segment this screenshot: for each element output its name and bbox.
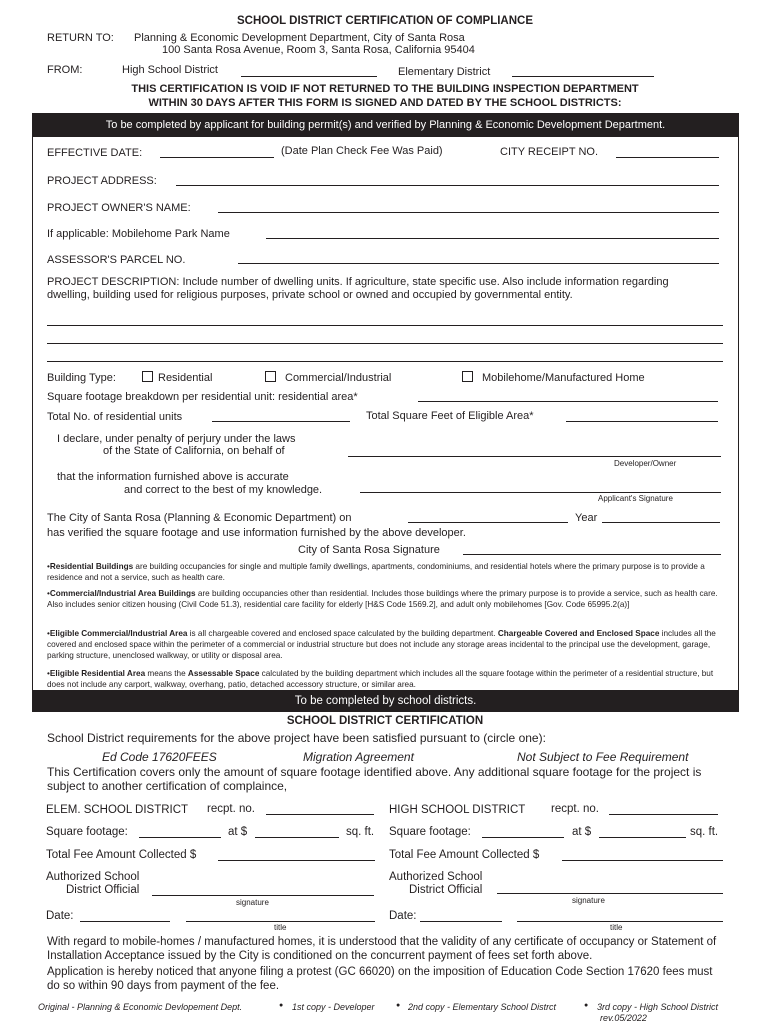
hs-total-fee-label: Total Fee Amount Collected $ bbox=[389, 849, 540, 861]
note-text2: includes all the covered and enclosed space within the perimeter of a commercial or industrial structure but does not include any storage areas incidental to the principal use the development, garage, parking structure, unenclosed walkway, or utility or disposal area. bbox=[47, 629, 716, 660]
plan-check-label: (Date Plan Check Fee Was Paid) bbox=[281, 145, 443, 157]
elem-signature-input[interactable] bbox=[152, 895, 374, 896]
footer-copy3: 3rd copy - High School District bbox=[597, 1002, 719, 1012]
protest-note: Application is hereby noticed that anyone filing a protest (GC 66020) on the imposition of Education Code Section 17620 fees must do so within 90 days from payment of the fee. bbox=[47, 966, 713, 992]
total-units-label: Total No. of residential units bbox=[47, 411, 183, 423]
note-eligible-residential: •Eligible Residential Area means the Assessable Space calculated by the building department which includes all the square footage within the perimeter of a residential structure, but does not include any carport, walkway, overhang, patio, detached accessory structure, or similar area. bbox=[47, 669, 714, 689]
from-hs-label: High School District bbox=[122, 64, 218, 76]
hs-title-input[interactable] bbox=[517, 921, 723, 922]
void-line1: THIS CERTIFICATION IS VOID IF NOT RETURNED TO THE BUILDING INSPECTION DEPARTMENT bbox=[131, 83, 639, 95]
note-text: means the bbox=[145, 669, 188, 678]
footer-bullet-3: ● bbox=[584, 1002, 589, 1009]
residential-checkbox[interactable] bbox=[142, 371, 153, 382]
elem-recpt-label: recpt. no. bbox=[207, 803, 255, 815]
year-label: Year bbox=[575, 512, 598, 524]
hs-signature-input[interactable] bbox=[497, 893, 723, 894]
city-signature-label: City of Santa Rosa Signature bbox=[298, 544, 440, 556]
return-to-line1: Planning & Economic Development Department, City of Santa Rosa bbox=[134, 32, 465, 44]
effective-date-label: EFFECTIVE DATE: bbox=[47, 147, 143, 159]
total-sqft-input[interactable] bbox=[566, 421, 718, 422]
hs-recpt-label: recpt. no. bbox=[551, 803, 599, 815]
note-term2: Assessable Space bbox=[187, 669, 260, 678]
note-term: Eligible Commercial/Industrial Area bbox=[49, 629, 188, 638]
note-text: is all chargeable covered and enclosed space calculated by the building department. bbox=[187, 629, 498, 638]
parcel-no-label: ASSESSOR'S PARCEL NO. bbox=[47, 254, 186, 266]
mobilehome-note: With regard to mobile-homes / manufactured homes, it is understood that the validity of any certificate of occupancy or Statement of Installation Acceptance issued by the City is conditioned on the concurrent payment of fees set forth above. bbox=[47, 936, 717, 962]
note-term: Commercial/Industrial Area Buildings bbox=[49, 589, 196, 598]
requirements-text: School District requirements for the above project have been satisfied pursuant to (circle one): bbox=[47, 731, 546, 745]
hs-total-fee-input[interactable] bbox=[562, 860, 723, 861]
info-line2: and correct to the best of my knowledge. bbox=[124, 484, 323, 496]
city-date-input[interactable] bbox=[408, 522, 568, 523]
frame-right bbox=[738, 137, 739, 690]
elem-date-input[interactable] bbox=[80, 921, 170, 922]
receipt-input[interactable] bbox=[616, 157, 719, 158]
project-description-label: PROJECT DESCRIPTION: Include number of dwelling units. If agriculture, state specific use. Also include information regarding dwelling, building used for religious purposes, private school or owned and occupied by governmental entity. bbox=[47, 276, 669, 301]
footer-rev: rev.05/2022 bbox=[600, 1013, 647, 1023]
description-line-3[interactable] bbox=[47, 361, 723, 362]
footer-copy1: 1st copy - Developer bbox=[292, 1002, 375, 1012]
elem-authorized-line2: District Official bbox=[66, 884, 140, 896]
note-text: are building occupancies for single and multiple family dwellings, apartments, condominiums, and residential hotels where the primary purpose is to provide a residence and not a service, such as health care. bbox=[47, 562, 705, 582]
footer-original: Original - Planning & Economic Devlopement Dept. bbox=[38, 1002, 243, 1012]
hs-authorized-line2: District Official bbox=[409, 884, 483, 896]
note-eligible-commercial: •Eligible Commercial/Industrial Area is all chargeable covered and enclosed space calculated by the building department. Chargeable Covered and Enclosed Space includes all the covered and enclosed space within the perimeter of a commercial or industrial structure but does not include any storage areas incidental to the principal use the development, garage, parking structure, unenclosed walkway, or utility or disposal area. bbox=[47, 629, 716, 660]
hs-at-label: at $ bbox=[572, 826, 592, 838]
project-address-input[interactable] bbox=[176, 185, 719, 186]
info-line1: that the information furnished above is accurate bbox=[57, 471, 289, 483]
hs-date-input[interactable] bbox=[420, 921, 502, 922]
elem-recpt-input[interactable] bbox=[266, 814, 374, 815]
hs-date-label: Date: bbox=[389, 910, 417, 922]
description-line-1[interactable] bbox=[47, 325, 723, 326]
note-text2: calculated by the building department which includes all the square footage within the perimeter of a residential structure, but does not include any carport, walkway, overhang, patio, detached accessory structure, or similar area. bbox=[47, 669, 714, 689]
verified-label: has verified the square footage and use information furnished by the above developer. bbox=[47, 527, 466, 539]
elem-authorized-line1: Authorized School bbox=[46, 871, 140, 883]
option-not-subject[interactable]: Not Subject to Fee Requirement bbox=[517, 750, 689, 764]
note-text: are building occupancies other than residential. Includes those buildings where the primary purpose is to provide a service, such as health care. Also includes senior citizen housing (Civil Code 51.3), residential care facility for elderly [H&S Code 1569.2], and adult only mobilehomes [Gov. Code 65995.2(a)] bbox=[47, 589, 718, 609]
sqft-breakdown-label: Square footage breakdown per residential unit: residential area* bbox=[47, 391, 358, 403]
from-elem-label: Elementary District bbox=[398, 66, 491, 78]
return-to-label: RETURN TO: bbox=[47, 32, 114, 44]
hs-rate-input[interactable] bbox=[599, 837, 686, 838]
year-input[interactable] bbox=[602, 522, 720, 523]
commercial-label: Commercial/Industrial bbox=[285, 372, 392, 384]
hs-authorized-line1: Authorized School bbox=[389, 871, 483, 883]
form-title: SCHOOL DISTRICT CERTIFICATION OF COMPLIANCE bbox=[236, 15, 533, 27]
description-line-2[interactable] bbox=[47, 343, 723, 344]
school-section-bar: To be completed by school districts. bbox=[32, 690, 739, 712]
commercial-checkbox[interactable] bbox=[265, 371, 276, 382]
hs-district-label: HIGH SCHOOL DISTRICT bbox=[389, 804, 526, 816]
elem-district-label: ELEM. SCHOOL DISTRICT bbox=[46, 804, 189, 816]
developer-owner-caption: Developer/Owner bbox=[614, 459, 677, 468]
applicant-signature-caption: Applicant's Signature bbox=[598, 494, 673, 503]
project-address-label: PROJECT ADDRESS: bbox=[47, 175, 157, 187]
developer-owner-input[interactable] bbox=[348, 456, 721, 457]
void-line2: WITHIN 30 DAYS AFTER THIS FORM IS SIGNED AND DATED BY THE SCHOOL DISTRICTS: bbox=[148, 97, 622, 109]
declare-line1: I declare, under penalty of perjury under the laws bbox=[57, 433, 296, 445]
from-elem-input[interactable] bbox=[512, 76, 654, 77]
elem-at-label: at $ bbox=[228, 826, 248, 838]
elem-title-caption: title bbox=[274, 923, 287, 932]
option-migration[interactable]: Migration Agreement bbox=[303, 750, 414, 764]
footer-copy2: 2nd copy - Elementary School Distrct bbox=[408, 1002, 557, 1012]
frame-left bbox=[32, 137, 33, 690]
mobilehome-checkbox[interactable] bbox=[462, 371, 473, 382]
hs-sqft-unit: sq. ft. bbox=[690, 826, 719, 838]
elem-title-input[interactable] bbox=[186, 921, 375, 922]
covers-text: This Certification covers only the amount of square footage identified above. Any additional square footage for the project is subject to another certification of complaince, bbox=[47, 765, 702, 793]
elem-signature-caption: signature bbox=[236, 898, 269, 907]
note-residential: •Residential Buildings are building occupancies for single and multiple family dwellings, apartments, condominiums, and residential hotels where the primary purpose is to provide a residence and not a service, such as health care. bbox=[47, 562, 705, 582]
school-cert-title: SCHOOL DISTRICT CERTIFICATION bbox=[286, 715, 484, 727]
hs-title-caption: title bbox=[610, 923, 623, 932]
note-term: Eligible Residential Area bbox=[49, 669, 146, 678]
option-ed-code[interactable]: Ed Code 17620FEES bbox=[102, 750, 217, 764]
sqft-breakdown-input[interactable] bbox=[418, 401, 718, 402]
elem-sqft-unit: sq. ft. bbox=[346, 826, 375, 838]
mobilehome-label: Mobilehome/Manufactured Home bbox=[482, 372, 645, 384]
return-to-line2: 100 Santa Rosa Avenue, Room 3, Santa Rosa, California 95404 bbox=[162, 44, 475, 56]
applicant-signature-input[interactable] bbox=[360, 492, 721, 493]
applicant-section-bar: To be completed by applicant for building permit(s) and verified by Planning & Economic Development Department. bbox=[32, 113, 739, 137]
declare-line2: of the State of California, on behalf of bbox=[103, 445, 285, 457]
mobilehome-park-label: If applicable: Mobilehome Park Name bbox=[47, 228, 230, 240]
footer-bullet-2: ● bbox=[396, 1002, 401, 1009]
footer-bullet-1: ● bbox=[279, 1002, 284, 1009]
effective-date-input[interactable] bbox=[160, 157, 274, 158]
note-term: Residential Buildings bbox=[49, 562, 134, 571]
elem-rate-input[interactable] bbox=[255, 837, 339, 838]
owner-name-label: PROJECT OWNER'S NAME: bbox=[47, 202, 191, 214]
hs-signature-caption: signature bbox=[572, 896, 605, 905]
hs-sqft-input[interactable] bbox=[482, 837, 564, 838]
city-on-label: The City of Santa Rosa (Planning & Economic Department) on bbox=[47, 512, 352, 524]
elem-sqft-input[interactable] bbox=[139, 837, 221, 838]
note-term2: Chargeable Covered and Enclosed Space bbox=[497, 629, 660, 638]
elem-total-fee-input[interactable] bbox=[218, 860, 375, 861]
building-type-label: Building Type: bbox=[47, 372, 116, 384]
note-commercial: •Commercial/Industrial Area Buildings are building occupancies other than residential. Includes those buildings where the primary purpose is to provide a service, such as health care. Also includes senior citizen housing (Civil Code 51.3), residential care facility for elderly [H&S Code 1569.2], and adult only mobilehomes [Gov. Code 65995.2(a)] bbox=[47, 589, 718, 609]
total-units-input[interactable] bbox=[212, 421, 350, 422]
city-signature-input[interactable] bbox=[463, 554, 721, 555]
total-sqft-label: Total Square Feet of Eligible Area* bbox=[366, 410, 534, 422]
hs-sqft-label: Square footage: bbox=[389, 826, 471, 838]
elem-total-fee-label: Total Fee Amount Collected $ bbox=[46, 849, 197, 861]
hs-recpt-input[interactable] bbox=[609, 814, 718, 815]
elem-date-label: Date: bbox=[46, 910, 74, 922]
mobilehome-park-input[interactable] bbox=[266, 238, 719, 239]
from-hs-input[interactable] bbox=[241, 76, 377, 77]
owner-name-input[interactable] bbox=[218, 212, 719, 213]
elem-sqft-label: Square footage: bbox=[46, 826, 128, 838]
parcel-no-input[interactable] bbox=[238, 263, 719, 264]
from-label: FROM: bbox=[47, 64, 83, 76]
receipt-label: CITY RECEIPT NO. bbox=[500, 146, 599, 158]
residential-label: Residential bbox=[158, 372, 213, 384]
